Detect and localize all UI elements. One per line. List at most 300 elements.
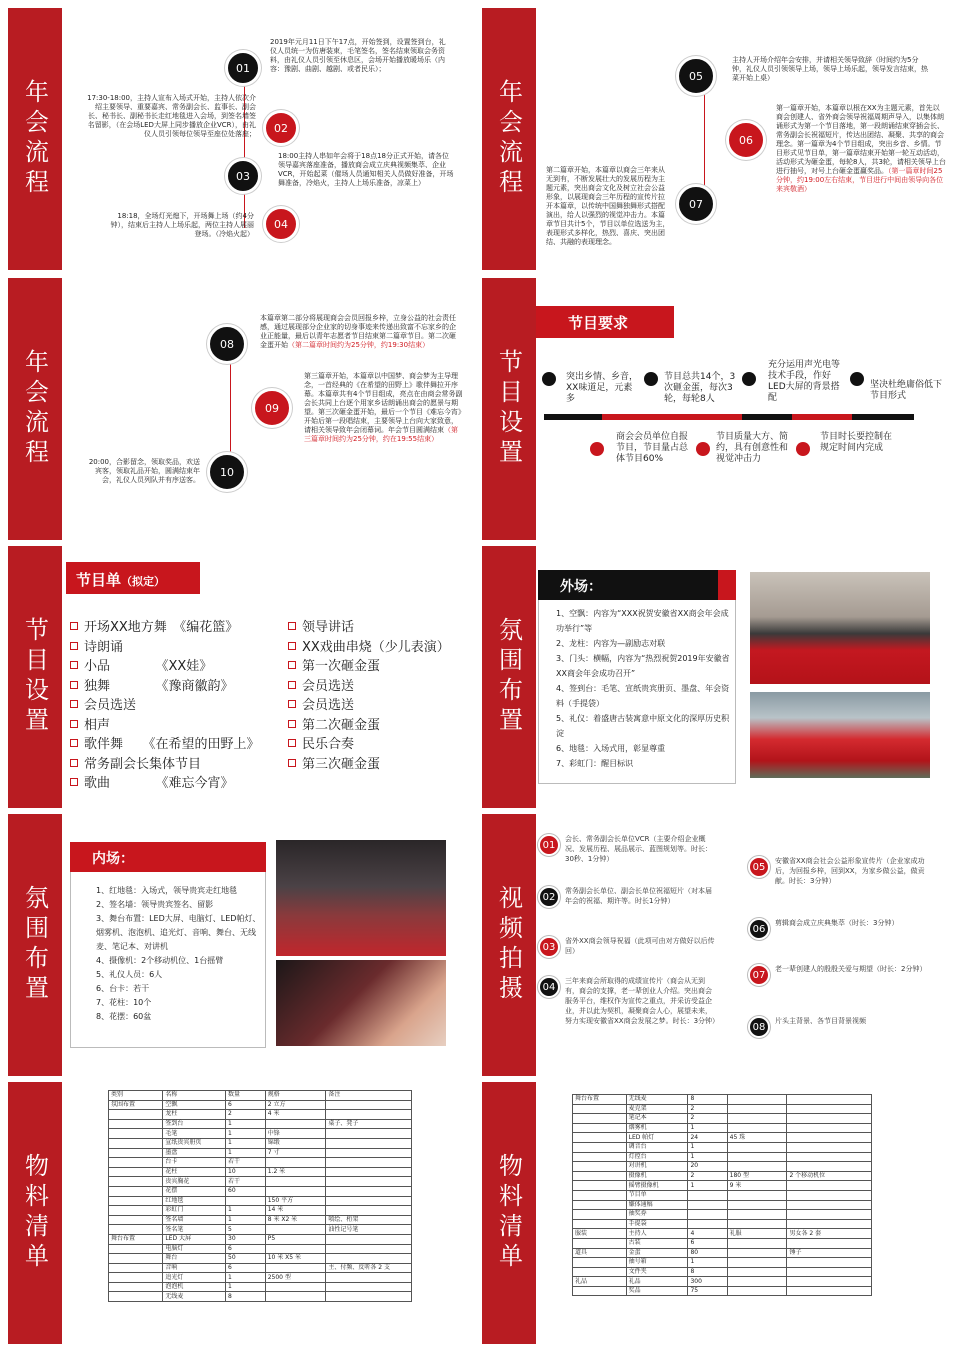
sidebar-title: 氛围布置 (482, 546, 536, 808)
outdoor-item: 4、签到台：毛笔、宣纸贵宾册页、墨盘、年会资料（手提袋） (556, 684, 730, 708)
table-cell (727, 1142, 787, 1152)
table-cell (265, 1119, 326, 1129)
table-cell: 1 (226, 1206, 266, 1216)
sidebar-title: 物料清单 (8, 1082, 62, 1344)
video-item-04: 04 三年来商会所取得的成绩宣传片（商会从无到有，商会的支撑，老一辈创业人介绍。突出商会服务平台，维权作为宣传之重点，并采访受益企业，并以此为契机，凝聚商会人心，展望未来，努力实现安徽省XX商会发展之梦。时长：3分钟） (538, 976, 718, 1026)
table-row (109, 1100, 412, 1110)
table-row (573, 1142, 872, 1152)
table-cell (109, 1196, 163, 1206)
table-cell (573, 1219, 627, 1229)
table-row (573, 1286, 872, 1296)
table-cell (326, 1158, 412, 1168)
table-cell (265, 1244, 326, 1254)
step-circle-04: 04 (263, 206, 299, 242)
step-circle-03: 03 (225, 158, 261, 194)
table-cell: 1 (688, 1181, 727, 1191)
table-cell (326, 1148, 412, 1158)
program-item: 诗朗诵 (70, 636, 123, 655)
step-text-06-time: （第一篇章时间25分钟，约19:00左右结束，节目进行中间由领导向各位来宾敬酒） (776, 167, 944, 193)
slide-indoor-setup (8, 814, 478, 1076)
step-text-05: 主持人开场介绍年会安排，并请相关领导致辞（时间约为5分钟，礼仪人员引领领导上场，领导上场乐起，领导发言结束，热菜开始上桌） (732, 56, 928, 82)
table-cell: 2500 型 (265, 1273, 326, 1283)
table-cell (573, 1210, 627, 1220)
table-cell (573, 1171, 627, 1181)
table-cell (727, 1104, 787, 1114)
table-cell (727, 1114, 787, 1124)
table-cell (326, 1196, 412, 1206)
step-text-08 (260, 314, 460, 350)
program-item: 第一次砸金蛋 (288, 655, 380, 674)
table-row (573, 1123, 872, 1133)
table-row (573, 1219, 872, 1229)
table-cell (573, 1114, 627, 1124)
table-row (573, 1162, 872, 1172)
table-cell: 8 (226, 1292, 266, 1302)
program-item: 第三次砸金蛋 (288, 753, 380, 772)
table-cell: 男女各 2 套 (787, 1229, 872, 1239)
table-cell (326, 1110, 412, 1120)
video-item-06: 06 剪辑商会成立庆典集萃（时长：3分钟） (748, 918, 934, 940)
table-cell (787, 1238, 872, 1248)
table-cell (787, 1258, 872, 1268)
table-cell: 20 (688, 1162, 727, 1172)
table-row (109, 1225, 412, 1235)
table-cell: 4 (688, 1229, 727, 1239)
table-cell (573, 1104, 627, 1114)
table-cell (787, 1286, 872, 1296)
table-cell: 6 (226, 1263, 266, 1273)
table-cell (265, 1177, 326, 1187)
step-text-08-body: 本篇章第二部分将展现商会会员回报乡梓，立身公益的社会责任感，通过展现部分企业家的切身事迹来传递出致富不忘家乡的企业正能量，最后以青年志愿者节目结束第二篇章节目。第二次砸金蛋开始 (260, 314, 456, 349)
table-cell: 8 米 X2 米 (265, 1215, 326, 1225)
table-cell: 10 (226, 1167, 266, 1177)
table-row (573, 1152, 872, 1162)
table-cell (787, 1095, 872, 1105)
table-cell (787, 1200, 872, 1210)
table-row (109, 1292, 412, 1302)
table-cell (727, 1238, 787, 1248)
table-cell: 8 (688, 1095, 727, 1105)
indoor-list (96, 884, 264, 1024)
step-text-02: 17:30-18:00，主持人宣布入场式开始，主持人依次介绍主要领导、重要嘉宾、常务副会长、监事长、副会长、秘书长、副秘书长走红地毯进入会场，到签名墙签名留影，（在会场LED大屏上同步播放企业VCR），由礼仪人员引领每位领导至座位处落座； (87, 94, 256, 138)
table-cell: 礼品 (573, 1277, 627, 1287)
table-row (109, 1158, 412, 1168)
table-cell: 锤子 (787, 1248, 872, 1258)
table-cell (109, 1129, 163, 1139)
program-item: 常务副会长集体节目 (70, 753, 201, 772)
table-cell: 空飘 (163, 1100, 226, 1110)
table-cell: 1 (688, 1142, 727, 1152)
timeline-dot (644, 372, 658, 386)
table-cell (727, 1219, 787, 1229)
step-text-09-time: （第三篇章时间约为25分钟，约在19:55结束） (304, 426, 458, 443)
table-cell (573, 1181, 627, 1191)
outdoor-item: 7、彩虹门：醒目标识 (556, 759, 634, 768)
sidebar-title: 年会流程 (482, 8, 536, 270)
table-cell: 2 (688, 1114, 727, 1124)
table-cell (326, 1177, 412, 1187)
table-cell (326, 1167, 412, 1177)
table-cell: 2 立方 (265, 1100, 326, 1110)
table-row (573, 1171, 872, 1181)
outdoor-item: 3、门头：横幅，内容为“热烈祝贺2019年安徽省XX商会年会成功召开” (556, 654, 730, 678)
table-cell (326, 1186, 412, 1196)
timeline-dot (590, 442, 604, 456)
table-cell: 无线麦 (626, 1095, 688, 1105)
table-cell (727, 1267, 787, 1277)
table-cell (326, 1234, 412, 1244)
step-circle-06: 06 (726, 120, 766, 160)
table-cell (109, 1119, 163, 1129)
table-cell (787, 1114, 872, 1124)
program-item: 领导讲话 (288, 616, 354, 635)
table-row (109, 1273, 412, 1283)
table-cell: 14 米 (265, 1206, 326, 1216)
step-circle-07: 07 (676, 184, 716, 224)
table-cell (326, 1292, 412, 1302)
table-cell (573, 1142, 627, 1152)
table-cell: 2 (688, 1171, 727, 1181)
table-cell: 1 (226, 1282, 266, 1292)
table-cell (265, 1186, 326, 1196)
table-cell: 舞台 (163, 1254, 226, 1264)
video-item-05: 05 安徽省XX商会社会公益形象宣传片（企业家成功后，为回报乡梓，回到XX，为家乡做公益，做贡献。时长：3分钟） (748, 856, 934, 886)
table-cell (573, 1286, 627, 1296)
table-row (573, 1210, 872, 1220)
materials-table (108, 1090, 412, 1302)
table-row (109, 1244, 412, 1254)
table-cell: 灯控台 (626, 1152, 688, 1162)
table-cell: 氛围布置 (109, 1100, 163, 1110)
table-cell: 24 (688, 1133, 727, 1143)
table-cell: 抽号箱 (626, 1258, 688, 1268)
table-cell (326, 1254, 412, 1264)
step-circle-10: 10 (207, 452, 247, 492)
table-cell: 2 (226, 1110, 266, 1120)
table-cell: 红地毯 (163, 1196, 226, 1206)
indoor-item: 6、台卡：若干 (96, 984, 150, 993)
slide-flow-2 (482, 8, 952, 270)
table-row (573, 1248, 872, 1258)
table-cell (688, 1190, 727, 1200)
table-cell (787, 1162, 872, 1172)
table-cell (573, 1190, 627, 1200)
table-row (573, 1229, 872, 1239)
section-title: 外场： (538, 570, 732, 600)
table-cell (226, 1196, 266, 1206)
table-row (573, 1095, 872, 1105)
table-cell: 笔记本 (626, 1114, 688, 1124)
table-cell (109, 1292, 163, 1302)
timeline-bar-red (602, 414, 742, 420)
step-circle-01: 01 (225, 50, 261, 86)
table-cell: 奖品 (626, 1286, 688, 1296)
program-item: 开场XX地方舞 《编花篮》 (70, 616, 238, 635)
table-cell: 礼品 (626, 1277, 688, 1287)
table-cell (727, 1152, 787, 1162)
table-cell (787, 1210, 872, 1220)
table-cell (787, 1267, 872, 1277)
timeline-dot (742, 372, 756, 386)
table-row (109, 1254, 412, 1264)
table-row (109, 1263, 412, 1273)
table-cell: 若干 (226, 1177, 266, 1187)
table-cell: 7 寸 (265, 1148, 326, 1158)
table-row (109, 1206, 412, 1216)
sidebar-title: 视频拍摄 (482, 814, 536, 1076)
table-row (109, 1110, 412, 1120)
table-cell: 服装 (573, 1229, 627, 1239)
table-cell (727, 1258, 787, 1268)
sidebar-title: 氛围布置 (8, 814, 62, 1076)
table-cell (265, 1292, 326, 1302)
indoor-item: 7、花柱：10个 (96, 998, 152, 1007)
table-cell (727, 1162, 787, 1172)
program-item: 第二次砸金蛋 (288, 714, 380, 733)
table-cell: 50 (226, 1254, 266, 1264)
table-cell: 台卡 (163, 1158, 226, 1168)
table-cell (727, 1200, 787, 1210)
table-cell (109, 1225, 163, 1235)
step-circle-02: 02 (263, 110, 299, 146)
table-cell (573, 1258, 627, 1268)
table-cell (109, 1282, 163, 1292)
table-cell (573, 1152, 627, 1162)
video-item-02: 02 常务副会长单位、副会长单位祝福短片（对本届年会的祝福、期许等。时长1分钟） (538, 886, 718, 908)
sidebar-title: 节目设置 (482, 278, 536, 540)
step-text-01: 2019年元月11日下午17点，开始签到，设置签到台，礼仪人员统一为仿唐装束，毛笔签名，签名结束领取会务资料，由礼仪人员引领至休息区，会场开始播放暖场乐（内容：豫剧、曲剧、越剧、或者民乐）； (270, 38, 446, 73)
indoor-item: 3、舞台布置：LED大屏、电脑灯、LED帕灯、烟雾机、泡泡机、追光灯、音响、舞台、无线麦、笔记本、对讲机 (96, 914, 261, 951)
requirement-bottom-3: 节目时长要控制在规定时间内完成 (820, 432, 893, 453)
slide-flow-3 (8, 278, 478, 540)
table-cell (573, 1133, 627, 1143)
table-row (573, 1258, 872, 1268)
outdoor-item: 6、地毯：入场式用，彰显尊重 (556, 744, 666, 753)
table-cell: 300 (688, 1277, 727, 1287)
section-title: 节目要求 (536, 306, 674, 338)
step-text-10: 20:00，合影留念，领取奖品，欢送宾客，领取礼品开始，圆满结束年会，礼仪人员列队并有序送客。 (88, 458, 200, 484)
indoor-item: 1、红地毯：入场式，领导贵宾走红地毯 (96, 886, 238, 895)
table-cell (727, 1190, 787, 1200)
step-text-09-body: 第三篇章开始，本篇章以中国梦、商会梦为主导理念，一首经典的《在希望的田野上》歌伴舞拉开序幕。本篇章共有4个节目组成，亮点在由商会常务副会长共同上台逐个用家乡话朗诵出商会的愿景与期望。第三次砸金蛋开始，最后一个节目《难忘今宵》开始后第一段唱结束，主要领导上台向大家致意，请相关领导致年会闭幕词。年会节目圆满结束 (304, 372, 463, 434)
table-row (573, 1238, 872, 1248)
video-item-08: 08 片头主背景、各节目背景视频 (748, 1016, 934, 1038)
table-cell: LED 帕灯 (626, 1133, 688, 1143)
table-cell: 6 (226, 1244, 266, 1254)
outdoor-item: 5、礼仪：着盛唐古装寓意中原文化的深厚历史积淀 (556, 714, 730, 738)
table-cell: 舞台布置 (109, 1234, 163, 1244)
table-cell: 锦缎 (265, 1138, 326, 1148)
slide-video-shooting (482, 814, 952, 1076)
table-cell (727, 1095, 787, 1105)
table-cell: 龙柱 (163, 1110, 226, 1120)
table-cell: 1.2 米 (265, 1167, 326, 1177)
table-cell: 泡泡机 (163, 1282, 226, 1292)
table-cell (326, 1282, 412, 1292)
requirement-top-2: 节目总共14个，3次砸金蛋，每次3轮，每轮8人 (664, 372, 736, 404)
table-cell: 1 (226, 1129, 266, 1139)
table-row (573, 1114, 872, 1124)
table-cell: 嫌体通稿 (626, 1200, 688, 1210)
table-row (109, 1282, 412, 1292)
table-cell (573, 1267, 627, 1277)
table-row (109, 1215, 412, 1225)
table-cell (787, 1123, 872, 1133)
table-cell: 无线麦 (163, 1292, 226, 1302)
program-item: 小品 《XX娃》 (70, 655, 212, 674)
table-cell (326, 1273, 412, 1283)
table-cell (109, 1186, 163, 1196)
table-row (573, 1133, 872, 1143)
table-cell (265, 1158, 326, 1168)
table-cell (109, 1167, 163, 1177)
table-cell: 签到台 (163, 1119, 226, 1129)
requirement-bottom-1: 商会会员单位自报节目，节目量占总体节目60% (616, 432, 689, 464)
slide-program-list (8, 546, 478, 808)
table-cell: 文件夹 (626, 1267, 688, 1277)
table-row (573, 1267, 872, 1277)
table-cell (109, 1148, 163, 1158)
program-item: 相声 (70, 714, 110, 733)
table-row (109, 1234, 412, 1244)
table-cell (265, 1282, 326, 1292)
outdoor-photo-red-carpet (750, 572, 930, 684)
table-cell: 6 (226, 1100, 266, 1110)
table-cell (109, 1206, 163, 1216)
step-text-06-body: 第一篇章开始，本篇章以根在XX为主题元素，首先以商会创建人、省外商会领导祝福周期声导入，以集体朗诵形式为第一个节目落地，第一段朗诵结束穿插会长、常务副会长祝福短片，传达出团结、凝聚、共享的商会理念。第一篇章为4个节目组成，突出乡音、乡情。节目形式见节目单，第一篇章结束开始第一轮互动活动，活动形式为砸金蛋，每轮8人，共3轮，请相关领导上台进行抽号，对号上台砸金蛋赢奖品。 (776, 104, 946, 175)
table-cell: 墨盘 (163, 1148, 226, 1158)
table-row (109, 1119, 412, 1129)
table-cell: 9 米 (727, 1181, 787, 1191)
video-item-03: 03 省外XX商会领导祝福（此项可由对方做好以后传回） (538, 936, 718, 958)
slide-flow-1 (8, 8, 478, 270)
outdoor-photo-etiquette-line (750, 692, 930, 778)
outdoor-list (556, 606, 732, 771)
table-cell (727, 1210, 787, 1220)
table-cell (787, 1190, 872, 1200)
table-cell (727, 1123, 787, 1133)
table-cell (326, 1129, 412, 1139)
table-row (109, 1167, 412, 1177)
table-cell (265, 1225, 326, 1235)
timeline-dot (542, 372, 556, 386)
video-item-01: 01 会长、常务副会长单位VCR（主要介绍企业概况、发展历程、展品展示、蓝图规划等。时长：30秒、1分钟） (538, 834, 718, 864)
table-cell: 古装 (626, 1238, 688, 1248)
table-cell: 彩虹门 (163, 1206, 226, 1216)
table-cell: 45 珠 (727, 1133, 787, 1143)
table-header-row (109, 1091, 412, 1101)
table-cell: 若干 (226, 1158, 266, 1168)
table-cell (573, 1200, 627, 1210)
requirement-top-3: 充分运用声光电等技术手段，作好LED大屏的背景搭配 (768, 360, 841, 403)
table-row (573, 1181, 872, 1191)
step-text-04: 18:18，全场灯光熄下，开场舞上场（约4分钟），结束后主持人上场乐起，两位主持人展丽登场。（冷焰火起） (110, 212, 254, 238)
step-text-09 (304, 372, 464, 444)
outdoor-item: 1、空飘：内容为“XXX祝贺安徽省XX商会年会成功举行”等 (556, 609, 729, 633)
table-cell: 烟雾机 (626, 1123, 688, 1133)
section-title-main: 节目单 (76, 571, 122, 589)
program-item: 歌伴舞 《在希望的田野上》 (70, 733, 260, 752)
table-cell (688, 1200, 727, 1210)
table-cell: 5 (226, 1225, 266, 1235)
table-cell (688, 1210, 727, 1220)
requirement-top-4: 坚决杜绝庸俗低下节目形式 (870, 380, 943, 401)
sidebar-title: 年会流程 (8, 8, 62, 270)
timeline-dot (850, 372, 864, 386)
table-cell (573, 1238, 627, 1248)
table-row (573, 1277, 872, 1287)
table-cell: LED 大屏 (163, 1234, 226, 1244)
indoor-item: 2、签名墙：领导贵宾签名、留影 (96, 900, 214, 909)
requirement-bottom-2: 节目质量大方、简约，具有创意性和视觉冲击力 (716, 432, 789, 464)
timeline-dot (696, 442, 710, 456)
table-row (573, 1104, 872, 1114)
table-cell: 抽奖券 (626, 1210, 688, 1220)
table-cell: 80 (688, 1248, 727, 1258)
table-cell (326, 1138, 412, 1148)
table-cell (787, 1133, 872, 1143)
requirement-top-1: 突出乡情、乡音，XX味道足，元素多 (566, 372, 639, 404)
materials-table (572, 1094, 872, 1296)
table-cell (688, 1219, 727, 1229)
table-cell: 150 平方 (265, 1196, 326, 1206)
table-cell: P5 (265, 1234, 326, 1244)
table-cell: 1 (226, 1138, 266, 1148)
table-cell (109, 1263, 163, 1273)
section-title-sub: （拟定） (121, 575, 166, 588)
table-cell: 签名墙 (163, 1215, 226, 1225)
table-cell (326, 1244, 412, 1254)
table-row (573, 1200, 872, 1210)
table-row (109, 1196, 412, 1206)
table-cell (573, 1162, 627, 1172)
slide-program-requirements (482, 278, 952, 540)
table-cell: 1 (226, 1273, 266, 1283)
table-cell: 备注 (326, 1091, 412, 1101)
table-cell: 金蛋 (626, 1248, 688, 1258)
table-cell (727, 1277, 787, 1287)
table-cell: 主持人 (626, 1229, 688, 1239)
table-cell: 手提袋 (626, 1219, 688, 1229)
table-cell (109, 1244, 163, 1254)
outdoor-item: 2、龙柱：内容为—副励志对联 (556, 639, 666, 648)
table-cell: 规格 (265, 1091, 326, 1101)
table-cell: 签名笔 (163, 1225, 226, 1235)
table-cell: 喷绘、桁架 (326, 1215, 412, 1225)
table-cell: 毛笔 (163, 1129, 226, 1139)
program-item: 民乐合奏 (288, 733, 354, 752)
step-text-07: 第二篇章开始，本篇章以商会三年来从无到有，不断发展壮大的发展历程为主题元素，突出商会文化及树立社会公益形象，以展现商会三年历程的宣传片拉开本篇章，以传统中国舞独舞形式搭配演出，给人以强烈的视觉冲击力。本篇章节目共计5个，节目以单位选送为主，表现形式多样化，热烈、喜庆、突出团结、共融的表现理念。 (546, 166, 670, 246)
table-cell: 贵宾胸花 (163, 1177, 226, 1187)
indoor-photo-red-carpet (276, 840, 446, 956)
table-cell: 30 (226, 1234, 266, 1244)
table-cell: 1 (226, 1215, 266, 1225)
table-cell: 75 (688, 1286, 727, 1296)
table-cell: 礼服 (727, 1229, 787, 1239)
sidebar-title: 年会流程 (8, 278, 62, 540)
table-cell: 调音台 (626, 1142, 688, 1152)
table-row (109, 1138, 412, 1148)
program-item: 会员选送 (288, 675, 354, 694)
table-cell (265, 1263, 326, 1273)
table-cell (109, 1273, 163, 1283)
table-cell: 油性记号笔 (326, 1225, 412, 1235)
table-cell: 对讲机 (626, 1162, 688, 1172)
table-cell: 2 个移动机位 (787, 1171, 872, 1181)
table-cell (326, 1100, 412, 1110)
table-cell (109, 1215, 163, 1225)
step-circle-08: 08 (207, 324, 247, 364)
